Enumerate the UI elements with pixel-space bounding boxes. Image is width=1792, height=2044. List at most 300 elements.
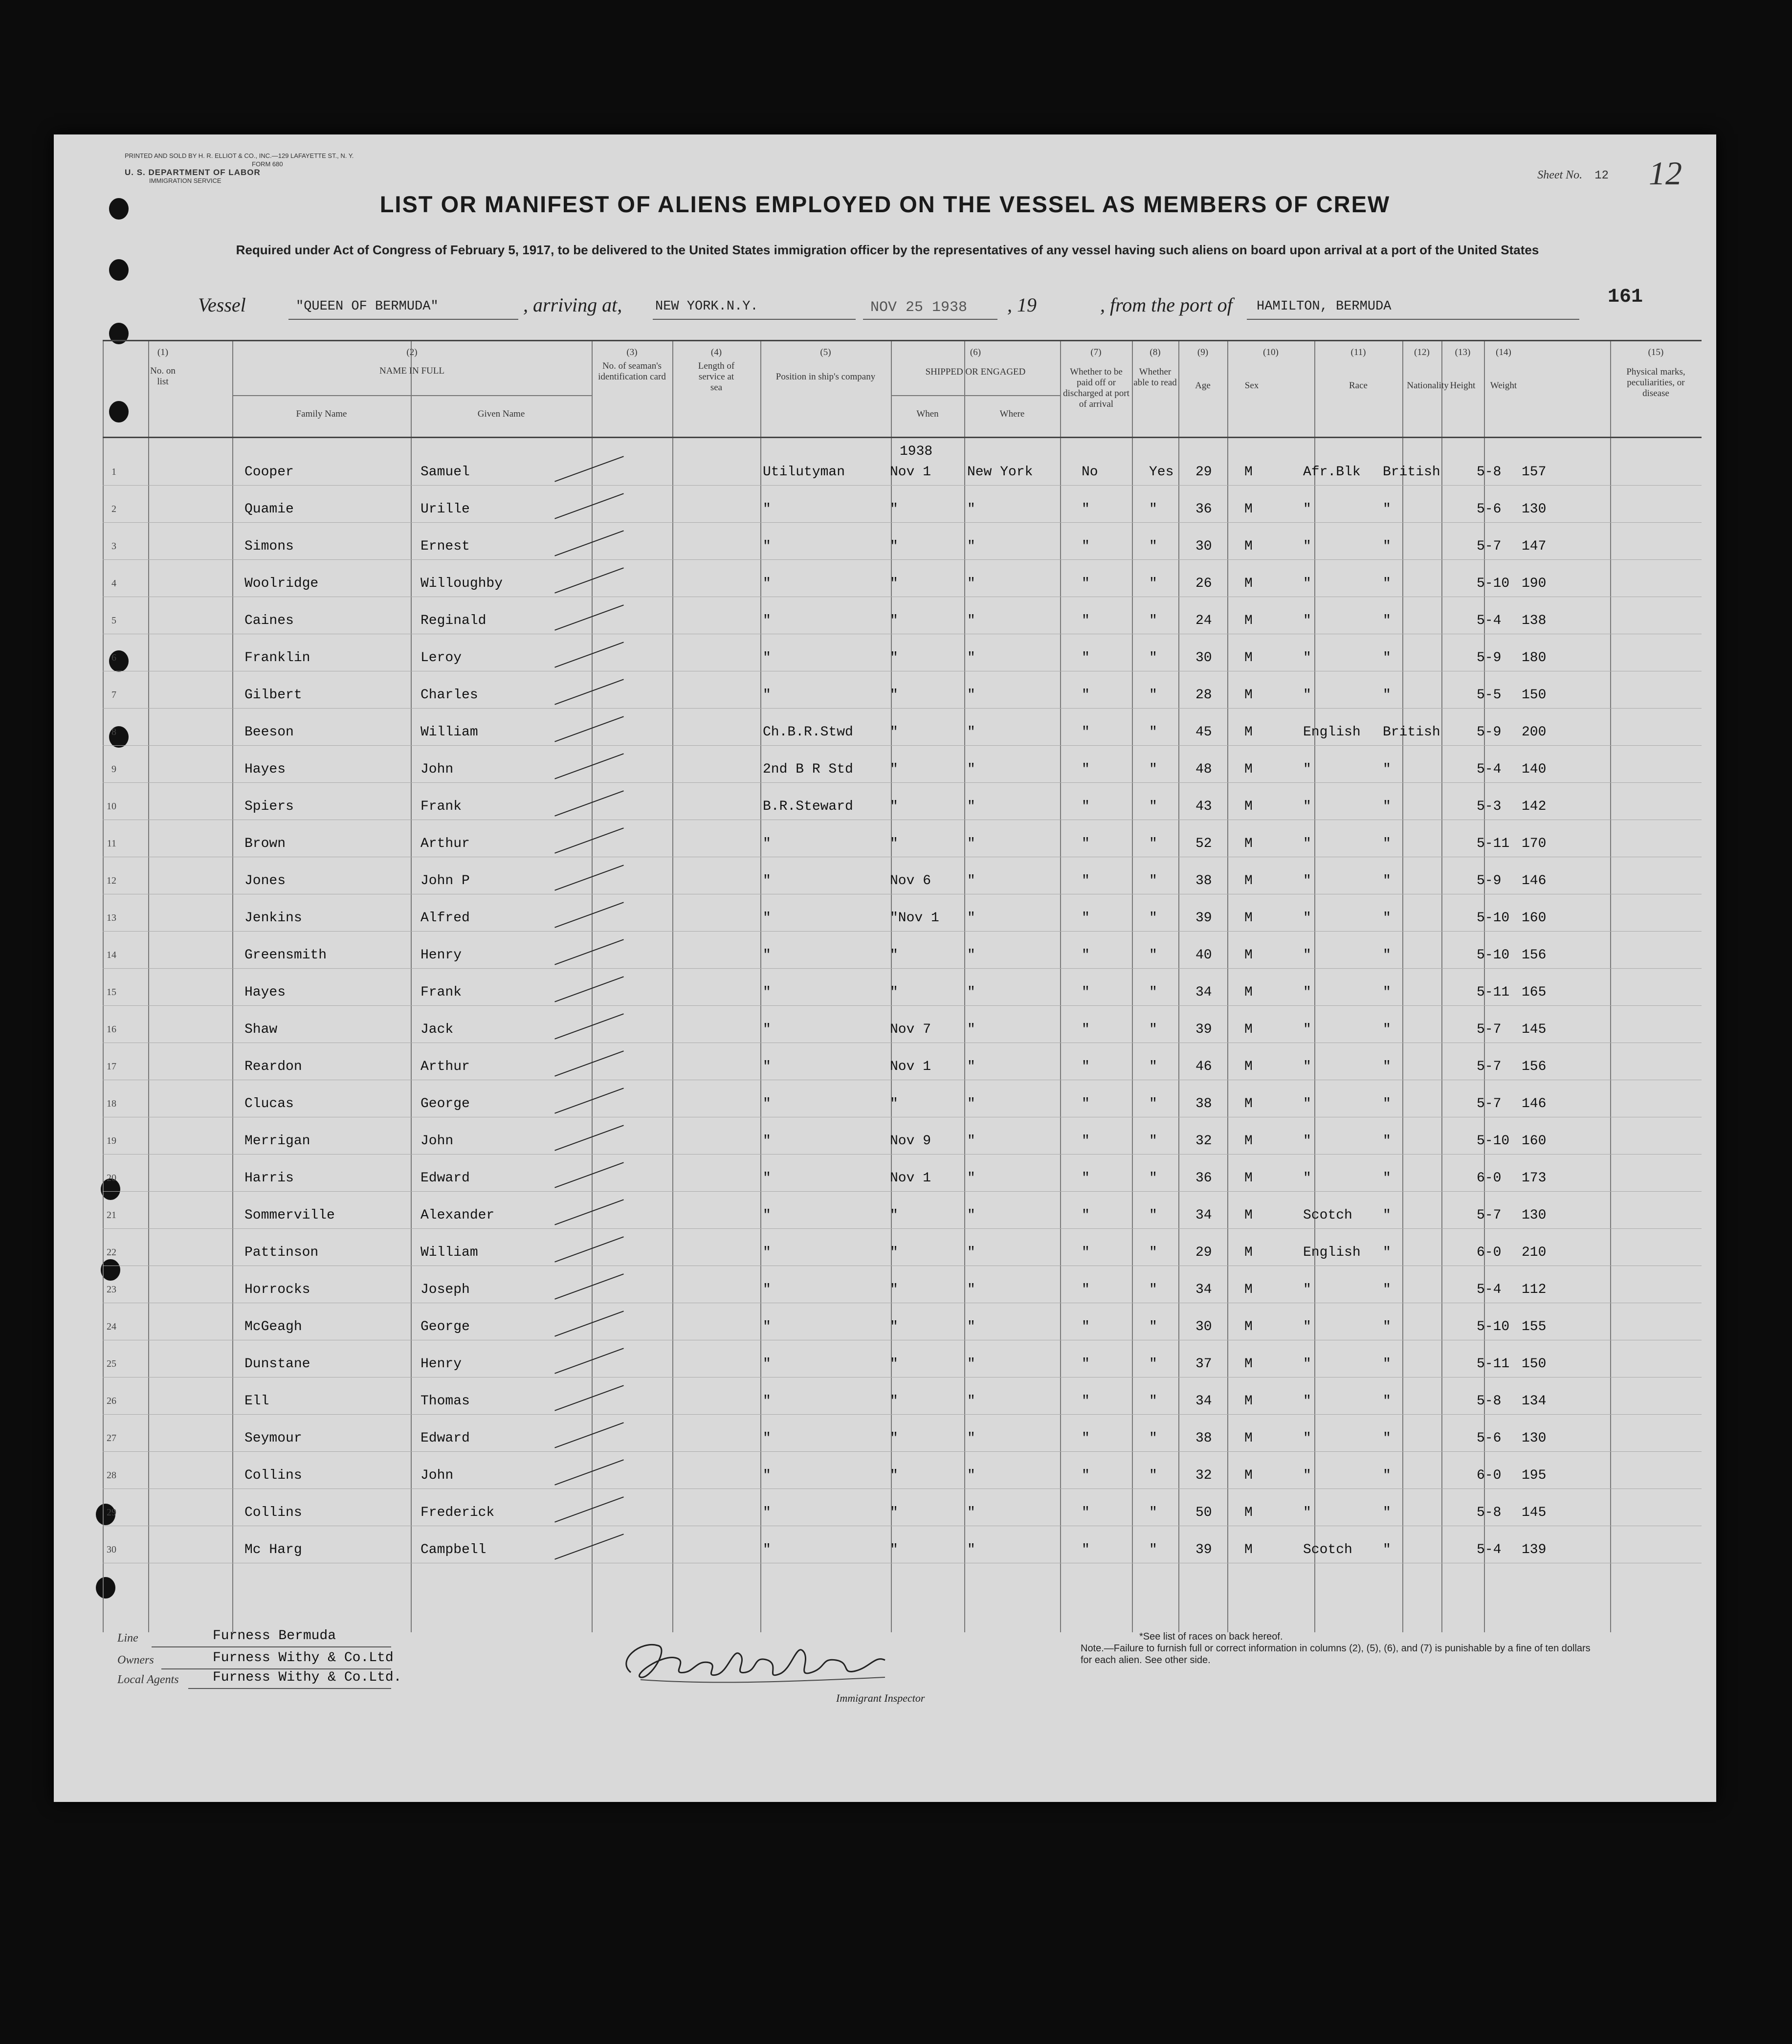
row-number: 14 [107,950,116,960]
race: " [1303,911,1311,926]
nationality: " [1383,1505,1391,1520]
sex: M [1244,465,1253,480]
nationality: " [1383,799,1391,814]
given-name: Alexander [420,1208,495,1223]
able-to-read: " [1149,836,1157,851]
underline [653,319,856,320]
shipped-where: " [967,1505,975,1520]
able-to-read: " [1149,911,1157,926]
age: 38 [1195,1096,1212,1111]
col5-num: (5) [820,347,831,357]
position: " [763,911,771,926]
age: 38 [1195,1431,1212,1446]
sex: M [1244,650,1253,666]
height: 5-9 [1477,650,1502,666]
shipped-when: " [890,725,898,740]
row-number: 11 [107,838,116,849]
shipped-when: " [890,1282,898,1297]
given-name: John [420,762,454,777]
family-name: Cooper [244,465,294,480]
shipped-when: " [890,1431,898,1446]
shipped-when: " [890,1394,898,1409]
col2-family-header: Family Name [296,409,347,419]
family-name: Clucas [244,1096,294,1111]
given-name: George [420,1319,470,1334]
department-name: U. S. DEPARTMENT OF LABOR [125,168,261,177]
family-name: Harris [244,1171,294,1186]
paid-off: " [1082,613,1090,628]
position: " [763,576,771,591]
sex: M [1244,836,1253,851]
shipped-when: " [890,762,898,777]
race: " [1303,762,1311,777]
year-note: 1938 [900,444,933,459]
row-number: 12 [107,875,116,886]
paid-off: " [1082,799,1090,814]
row-number: 19 [107,1135,116,1146]
nationality: " [1383,1208,1391,1223]
shipped-when: " [890,836,898,851]
paid-off: No [1082,465,1098,480]
nationality: " [1383,1245,1391,1260]
shipped-where: " [967,1245,975,1260]
height: 5-9 [1477,873,1502,889]
race: " [1303,539,1311,554]
row-rule [103,1414,1702,1415]
shipped-when: " [890,1319,898,1334]
nationality: " [1383,1394,1391,1409]
age: 26 [1195,576,1212,591]
given-name: Joseph [420,1282,470,1297]
shipped-when: " [890,650,898,666]
nationality: " [1383,1096,1391,1111]
able-to-read: " [1149,1282,1157,1297]
given-name: Samuel [420,465,470,480]
nationality: British [1383,725,1440,740]
weight: 210 [1522,1245,1547,1260]
shipped-where: " [967,1356,975,1372]
given-name: Frederick [420,1505,495,1520]
race: " [1303,576,1311,591]
paid-off: " [1082,725,1090,740]
position: " [763,613,771,628]
age: 29 [1195,465,1212,480]
given-name: Ernest [420,539,470,554]
race: Scotch [1303,1208,1352,1223]
weight: 130 [1522,502,1547,517]
weight: 142 [1522,799,1547,814]
age: 40 [1195,948,1212,963]
row-rule [103,1005,1702,1006]
row-rule [103,1451,1702,1452]
given-name: Thomas [420,1394,470,1409]
row-number: 21 [107,1210,116,1221]
col9-header: Age [1195,380,1211,391]
sex: M [1244,1319,1253,1334]
family-name: Brown [244,836,286,851]
able-to-read: " [1149,1356,1157,1372]
position: " [763,1059,771,1074]
age: 50 [1195,1505,1212,1520]
shipped-where: " [967,1542,975,1557]
from-port-label: , from the port of [1100,294,1233,316]
position: " [763,836,771,851]
paid-off: " [1082,1282,1090,1297]
age: 34 [1195,1208,1212,1223]
sex: M [1244,502,1253,517]
height: 5-9 [1477,725,1502,740]
able-to-read: " [1149,1208,1157,1223]
col4-num: (4) [710,347,722,357]
row-rule [103,485,1702,486]
given-name: Alfred [420,911,470,926]
height: 5-11 [1477,985,1510,1000]
given-name: Reginald [420,613,487,628]
year-label: , 19 [1007,294,1037,316]
race: " [1303,1505,1311,1520]
agents-value: Furness Withy & Co.Ltd. [213,1670,402,1685]
able-to-read: " [1149,873,1157,889]
col3-num: (3) [626,347,638,357]
family-name: Mc Harg [244,1542,302,1557]
given-name: Frank [420,799,462,814]
weight: 173 [1522,1171,1547,1186]
nationality: " [1383,1022,1391,1037]
race: " [1303,1282,1311,1297]
underline [1247,319,1579,320]
nationality: " [1383,539,1391,554]
position: " [763,1505,771,1520]
races-note: *See list of races on back hereof. [1139,1631,1283,1642]
shipped-where: New York [967,465,1033,480]
row-rule [103,782,1702,783]
age: 36 [1195,502,1212,517]
family-name: Collins [244,1468,302,1483]
race: " [1303,1319,1311,1334]
nationality: " [1383,502,1391,517]
able-to-read: " [1149,539,1157,554]
weight: 145 [1522,1022,1547,1037]
nationality: " [1383,1059,1391,1074]
family-name: Greensmith [244,948,327,963]
able-to-read: " [1149,1096,1157,1111]
shipped-when: " [890,1208,898,1223]
col8-num: (8) [1150,347,1161,357]
weight: 170 [1522,836,1547,851]
given-name: Arthur [420,836,470,851]
weight: 134 [1522,1394,1547,1409]
shipped-where: " [967,799,975,814]
row-rule [103,522,1702,523]
weight: 150 [1522,1356,1547,1372]
age: 46 [1195,1059,1212,1074]
form-number: FORM 680 [252,160,283,168]
able-to-read: " [1149,1505,1157,1520]
sheet-number [1537,169,1609,182]
row-number: 20 [107,1173,116,1183]
row-number: 3 [111,541,116,552]
shipped-when: Nov 9 [890,1133,931,1149]
shipped-where: " [967,1059,975,1074]
position: 2nd B R Std [763,762,853,777]
row-number: 6 [111,652,116,663]
height: 6-0 [1477,1468,1502,1483]
height: 5-11 [1477,836,1510,851]
punch-hole [109,259,129,281]
weight: 195 [1522,1468,1547,1483]
nationality: " [1383,948,1391,963]
shipped-where: " [967,502,975,517]
fine-note: Note.—Failure to furnish full or correct information in columns (2), (5), (6), and (7) is punishable by a fine of ten dollars for each alien. See other side. [1081,1643,1591,1666]
family-name: Pattinson [244,1245,319,1260]
paid-off: " [1082,1171,1090,1186]
sex: M [1244,1356,1253,1372]
given-name: Edward [420,1171,470,1186]
paid-off: " [1082,836,1090,851]
sex: M [1244,762,1253,777]
position: " [763,1208,771,1223]
family-name: Gilbert [244,688,302,703]
shipped-where: " [967,650,975,666]
height: 5-6 [1477,1431,1502,1446]
race: " [1303,1022,1311,1037]
row-number: 5 [111,615,116,626]
shipped-when: " [890,1245,898,1260]
row-number: 25 [107,1358,116,1369]
shipped-where: " [967,948,975,963]
paid-off: " [1082,1468,1090,1483]
sex: M [1244,1133,1253,1149]
age: 30 [1195,539,1212,554]
position: " [763,1468,771,1483]
nationality: " [1383,1542,1391,1557]
position: " [763,1171,771,1186]
able-to-read: " [1149,1542,1157,1557]
race: " [1303,836,1311,851]
given-name: William [420,1245,478,1260]
shipped-where: " [967,1319,975,1334]
able-to-read: " [1149,576,1157,591]
height: 6-0 [1477,1245,1502,1260]
col2-given-header: Given Name [477,409,525,419]
race: English [1303,725,1361,740]
height: 5-7 [1477,1059,1502,1074]
position: " [763,1133,771,1149]
col4-header: Length of service at sea [698,361,735,393]
row-number: 2 [111,504,116,514]
shipped-where: " [967,1431,975,1446]
arrival-date-stamp: NOV 25 1938 [870,299,968,316]
sex: M [1244,1171,1253,1186]
position: " [763,985,771,1000]
shipped-when: " [890,1096,898,1111]
paid-off: " [1082,873,1090,889]
line-value: Furness Bermuda [213,1628,336,1644]
shipped-when: " [890,613,898,628]
underline [863,319,997,320]
height: 5-10 [1477,911,1510,926]
age: 32 [1195,1468,1212,1483]
height: 5-5 [1477,688,1502,703]
family-name: Beeson [244,725,294,740]
row-number: 28 [107,1470,116,1481]
paid-off: " [1082,948,1090,963]
printer-line: PRINTED AND SOLD BY H. R. ELLIOT & CO., INC.—129 LAFAYETTE ST., N. Y. [125,152,354,159]
race: " [1303,799,1311,814]
col13-header: Height [1450,380,1476,391]
height: 5-10 [1477,576,1510,591]
age: 28 [1195,688,1212,703]
height: 5-6 [1477,502,1502,517]
paid-off: " [1082,539,1090,554]
shipped-when: " [890,985,898,1000]
position: " [763,1282,771,1297]
paid-off: " [1082,1431,1090,1446]
given-name: Henry [420,948,462,963]
shipped-when: " [890,1356,898,1372]
race: " [1303,502,1311,517]
nationality: " [1383,836,1391,851]
page-title: LIST OR MANIFEST OF ALIENS EMPLOYED ON THE VESSEL AS MEMBERS OF CREW [379,191,1391,217]
given-name: John [420,1468,454,1483]
given-name: Campbell [420,1542,487,1557]
nationality: " [1383,650,1391,666]
col13-num: (13) [1455,347,1471,357]
able-to-read: " [1149,1394,1157,1409]
shipped-where: " [967,1208,975,1223]
height: 5-8 [1477,465,1502,480]
row-number: 29 [107,1507,116,1518]
given-name: Jack [420,1022,454,1037]
shipped-where: " [967,1133,975,1149]
nationality: " [1383,762,1391,777]
family-name: Woolridge [244,576,319,591]
crew-table [103,340,1702,1632]
age: 45 [1195,725,1212,740]
race: " [1303,948,1311,963]
position: Utilutyman [763,465,845,480]
height: 5-10 [1477,1133,1510,1149]
height: 5-4 [1477,762,1502,777]
shipped-when: " [890,502,898,517]
sheet-handwritten-number: 12 [1649,155,1682,192]
position: " [763,650,771,666]
position: B.R.Steward [763,799,853,814]
sex: M [1244,688,1253,703]
col14-num: (14) [1496,347,1511,357]
weight: 160 [1522,1133,1547,1149]
row-number: 13 [107,912,116,923]
able-to-read: " [1149,613,1157,628]
paid-off: " [1082,1022,1090,1037]
sex: M [1244,1208,1253,1223]
position: " [763,1394,771,1409]
nationality: British [1383,465,1440,480]
nationality: " [1383,688,1391,703]
family-name: Franklin [244,650,310,666]
shipped-where: " [967,1394,975,1409]
family-name: Jenkins [244,911,302,926]
family-name: Hayes [244,762,286,777]
row-rule [103,1154,1702,1155]
col15-header: Physical marks, peculiarities, or disease [1626,367,1685,399]
weight: 112 [1522,1282,1547,1297]
sex: M [1244,613,1253,628]
family-name: Merrigan [244,1133,310,1149]
race: " [1303,1096,1311,1111]
col6-when-header: When [916,409,939,419]
printer-imprint [125,152,354,185]
race: " [1303,1394,1311,1409]
paid-off: " [1082,985,1090,1000]
race: " [1303,873,1311,889]
age: 32 [1195,1133,1212,1149]
shipped-when: "Nov 1 [890,911,939,926]
owners-value: Furness Withy & Co.Ltd [213,1650,394,1666]
paid-off: " [1082,1208,1090,1223]
row-number: 22 [107,1247,116,1258]
race: " [1303,688,1311,703]
col10-num: (10) [1263,347,1279,357]
able-to-read: " [1149,1059,1157,1074]
row-rule [103,708,1702,709]
weight: 139 [1522,1542,1547,1557]
age: 29 [1195,1245,1212,1260]
height: 5-7 [1477,1096,1502,1111]
paid-off: " [1082,1356,1090,1372]
paid-off: " [1082,1505,1090,1520]
paid-off: " [1082,650,1090,666]
age: 39 [1195,1542,1212,1557]
row-number: 26 [107,1396,116,1406]
given-name: John P [420,873,470,889]
shipped-where: " [967,613,975,628]
shipped-when: Nov 6 [890,873,931,889]
shipped-where: " [967,1282,975,1297]
age: 39 [1195,1022,1212,1037]
paid-off: " [1082,762,1090,777]
given-name: Arthur [420,1059,470,1074]
age: 34 [1195,1282,1212,1297]
row-rule [103,559,1702,560]
row-rule [103,745,1702,746]
able-to-read: " [1149,1468,1157,1483]
paid-off: " [1082,1319,1090,1334]
family-name: Hayes [244,985,286,1000]
row-number: 18 [107,1098,116,1109]
age: 39 [1195,911,1212,926]
row-number: 7 [111,689,116,700]
shipped-when: " [890,576,898,591]
col7-header: Whether to be paid off or discharged at port of arrival [1063,367,1129,409]
weight: 150 [1522,688,1547,703]
weight: 146 [1522,873,1547,889]
position: " [763,1356,771,1372]
col6-num: (6) [970,347,981,357]
shipped-where: " [967,1171,975,1186]
race: " [1303,1356,1311,1372]
sex: M [1244,911,1253,926]
given-name: Leroy [420,650,462,666]
sex: M [1244,1542,1253,1557]
row-number: 27 [107,1433,116,1444]
inspector-label: Immigrant Inspector [836,1692,925,1704]
row-number: 16 [107,1024,116,1035]
height: 5-7 [1477,539,1502,554]
paid-off: " [1082,688,1090,703]
row-rule [103,1191,1702,1192]
position: " [763,1431,771,1446]
